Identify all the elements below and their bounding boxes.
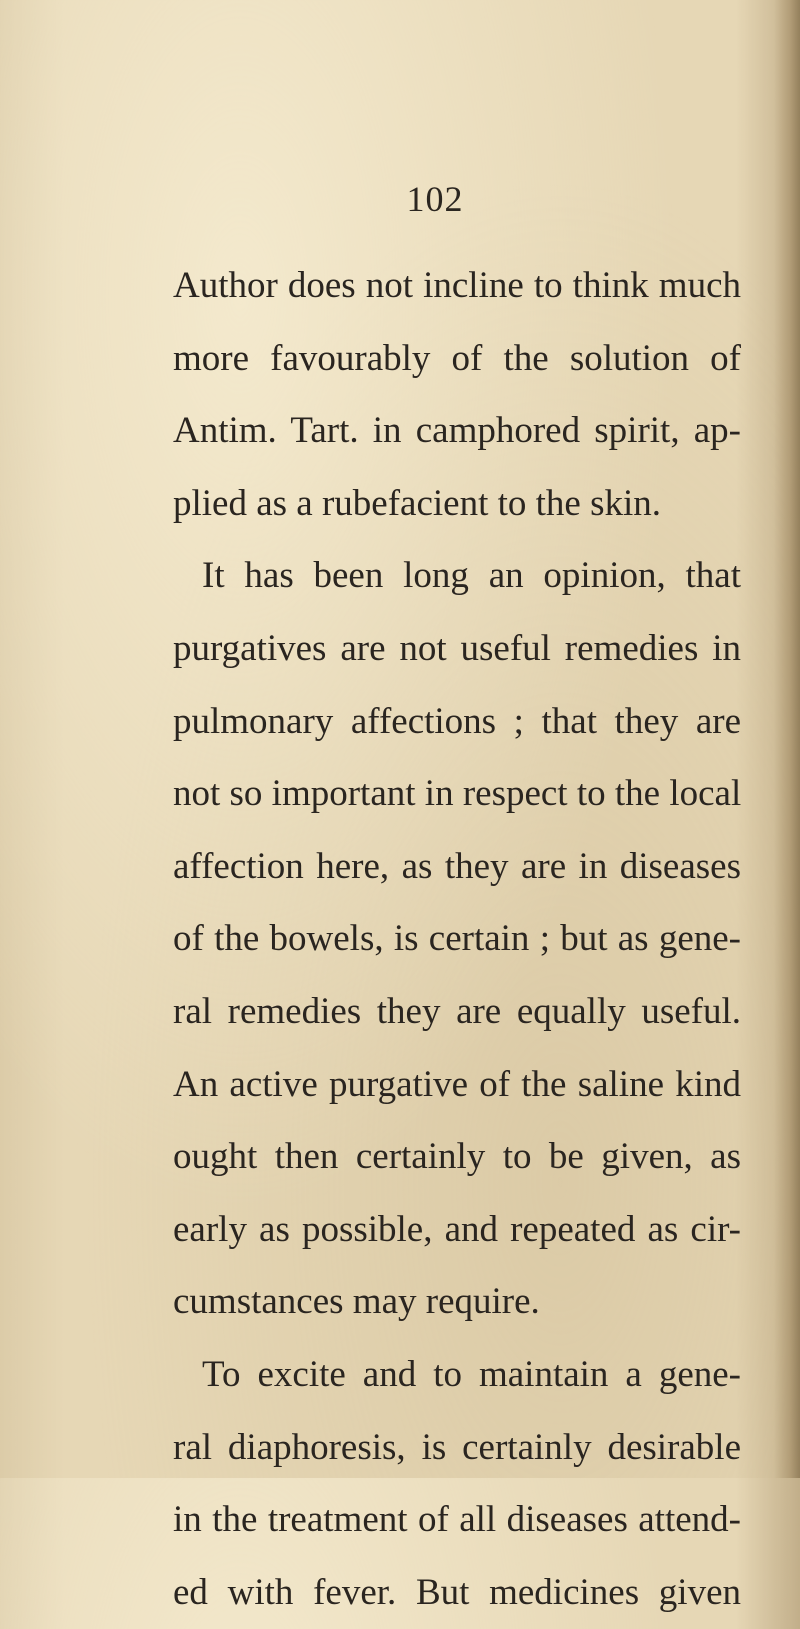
text-line: To excite and to maintain a gene- (202, 1353, 741, 1395)
text-line: pulmonary affections ; that they are (173, 700, 741, 742)
text-line: cumstances may require. (173, 1281, 540, 1323)
text-line: not so important in respect to the local (173, 773, 742, 815)
text-line: ought then certainly to be given, as (173, 1136, 741, 1178)
text-line: Author does not incline to think much (173, 265, 741, 306)
page-number: 102 (406, 179, 464, 219)
text-line: ed with fever. But medicines given (173, 1571, 741, 1613)
text-line: more favourably of the solution of (173, 337, 741, 379)
text-line: of the bowels, is certain ; but as gene- (173, 918, 741, 960)
body-text (173, 250, 741, 1629)
text-line: An active purgative of the saline kind (173, 1063, 741, 1105)
page-edge-shadow (774, 0, 800, 1478)
text-line: early as possible, and repeated as cir- (173, 1208, 741, 1250)
text-line: in the treatment of all diseases attend- (173, 1499, 741, 1541)
text-line: purgatives are not useful remedies in (173, 627, 741, 669)
text-line: plied as a rubefacient to the skin. (173, 482, 662, 524)
text-line: It has been long an opinion, that (202, 555, 741, 597)
text-line: ral diaphoresis, is certainly desirable (173, 1426, 741, 1468)
text-line: ral remedies they are equally useful. (173, 990, 741, 1032)
text-line: Antim. Tart. in camphored spirit, ap- (173, 410, 741, 452)
text-line: affection here, as they are in diseases (173, 845, 741, 887)
